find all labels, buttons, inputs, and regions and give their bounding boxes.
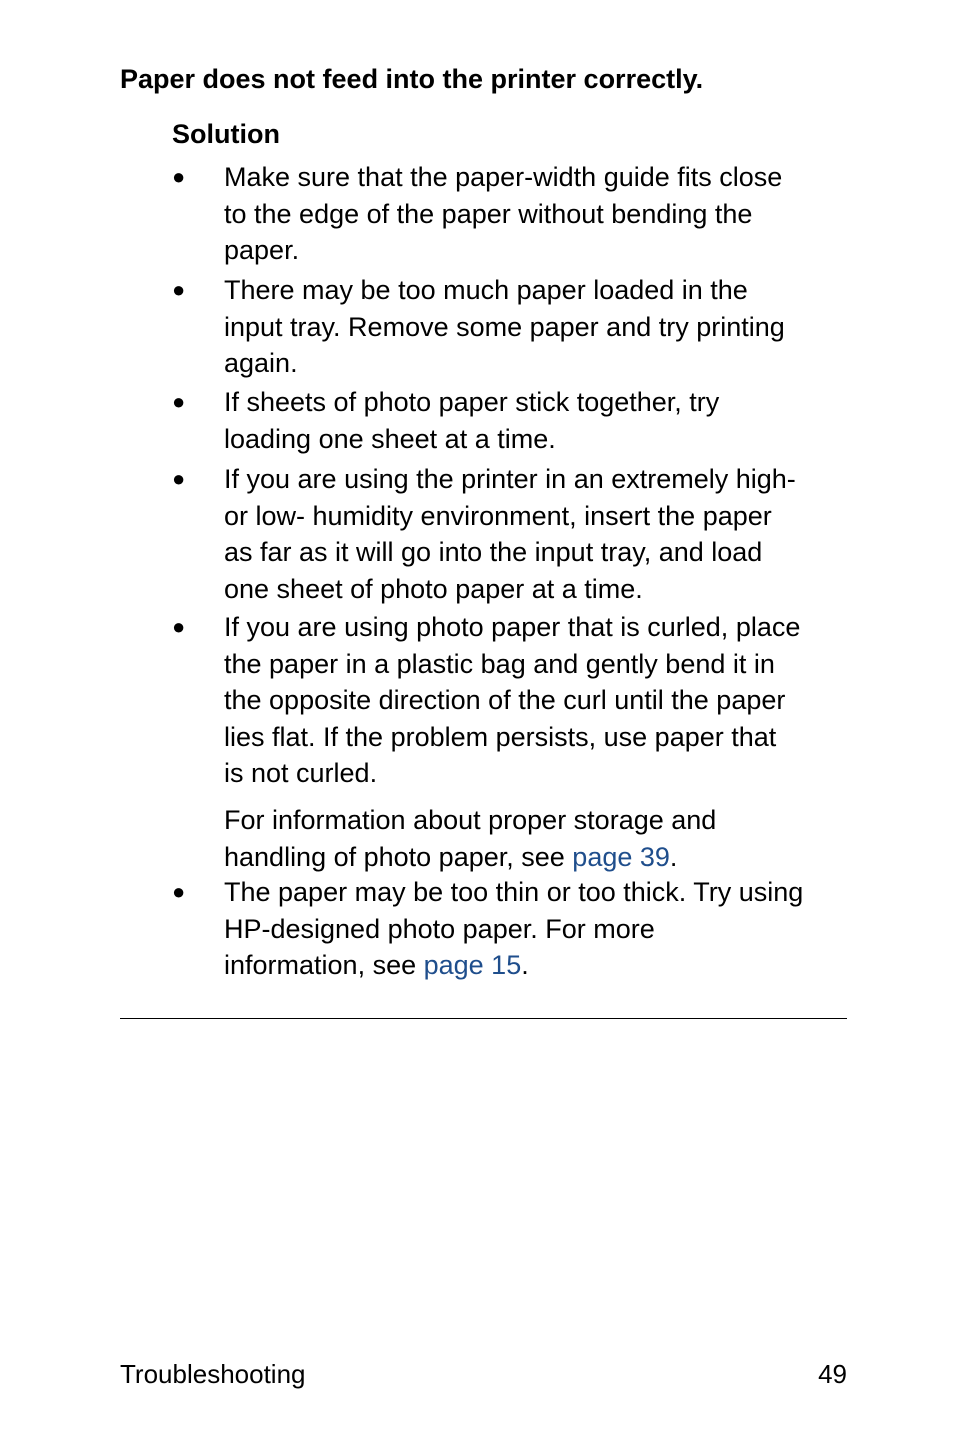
list-item-line: There may be too much paper loaded in the bbox=[224, 275, 748, 305]
list-item bbox=[224, 384, 864, 457]
solution-heading: Solution bbox=[172, 119, 280, 149]
list-item-line: lies flat. If the problem persists, use paper that bbox=[224, 721, 777, 752]
list-item bbox=[224, 874, 864, 984]
list-item bbox=[224, 609, 864, 792]
note-text: handling of photo paper, see bbox=[224, 841, 573, 872]
note-line: For information about proper storage and bbox=[224, 805, 717, 835]
note-line bbox=[224, 839, 864, 876]
list-item-line: paper. bbox=[224, 235, 300, 265]
list-item-line: If you are using the printer in an extremely high- bbox=[224, 464, 796, 494]
list-item-line: one sheet of photo paper at a time. bbox=[224, 573, 643, 604]
footer-page-number: 49 bbox=[818, 1359, 847, 1389]
list-item-line: input tray. Remove some paper and try printing bbox=[224, 311, 785, 342]
list-item-line: The paper may be too thin or too thick. Try using bbox=[224, 877, 804, 907]
bullet-marker: ● bbox=[172, 164, 186, 189]
list-item bbox=[224, 272, 864, 382]
storage-note bbox=[224, 802, 864, 875]
bullet-marker: ● bbox=[172, 879, 186, 904]
bullet-marker: ● bbox=[172, 614, 186, 639]
note-punctuation: . bbox=[669, 841, 678, 872]
footer-section-title: Troubleshooting bbox=[120, 1359, 306, 1389]
list-item-line: If you are using photo paper that is curled, place bbox=[224, 612, 801, 642]
list-item-line: to the edge of the paper without bending the bbox=[224, 198, 753, 229]
list-item-line: the paper in a plastic bag and gently bend it in bbox=[224, 648, 775, 679]
list-item-line: Make sure that the paper-width guide fits close bbox=[224, 162, 783, 192]
list-item-line: If sheets of photo paper stick together, try bbox=[224, 387, 720, 417]
page-39-link[interactable]: page 39 bbox=[572, 841, 670, 872]
bullet-marker: ● bbox=[172, 466, 186, 491]
problem-heading: Paper does not feed into the printer correctly. bbox=[120, 64, 704, 94]
list-item-line: loading one sheet at a time. bbox=[224, 423, 556, 454]
bullet-marker: ● bbox=[172, 389, 186, 414]
list-item-line bbox=[224, 947, 864, 984]
list-item-line: as far as it will go into the input tray, and load bbox=[224, 537, 763, 567]
list-item bbox=[224, 461, 864, 607]
list-item-line: is not curled. bbox=[224, 758, 378, 788]
section-divider bbox=[120, 1018, 847, 1019]
item-punctuation: . bbox=[521, 950, 529, 980]
list-item-line: or low- humidity environment, insert the paper bbox=[224, 500, 772, 531]
list-item-line: HP-designed photo paper. For more bbox=[224, 913, 655, 944]
page-15-link[interactable]: page 15 bbox=[423, 950, 522, 980]
bullet-marker: ● bbox=[172, 277, 186, 302]
list-item bbox=[224, 159, 864, 269]
list-item-line: again. bbox=[224, 348, 298, 378]
item-text: information, see bbox=[224, 950, 424, 980]
list-item-line: the opposite direction of the curl until the paper bbox=[224, 685, 786, 715]
